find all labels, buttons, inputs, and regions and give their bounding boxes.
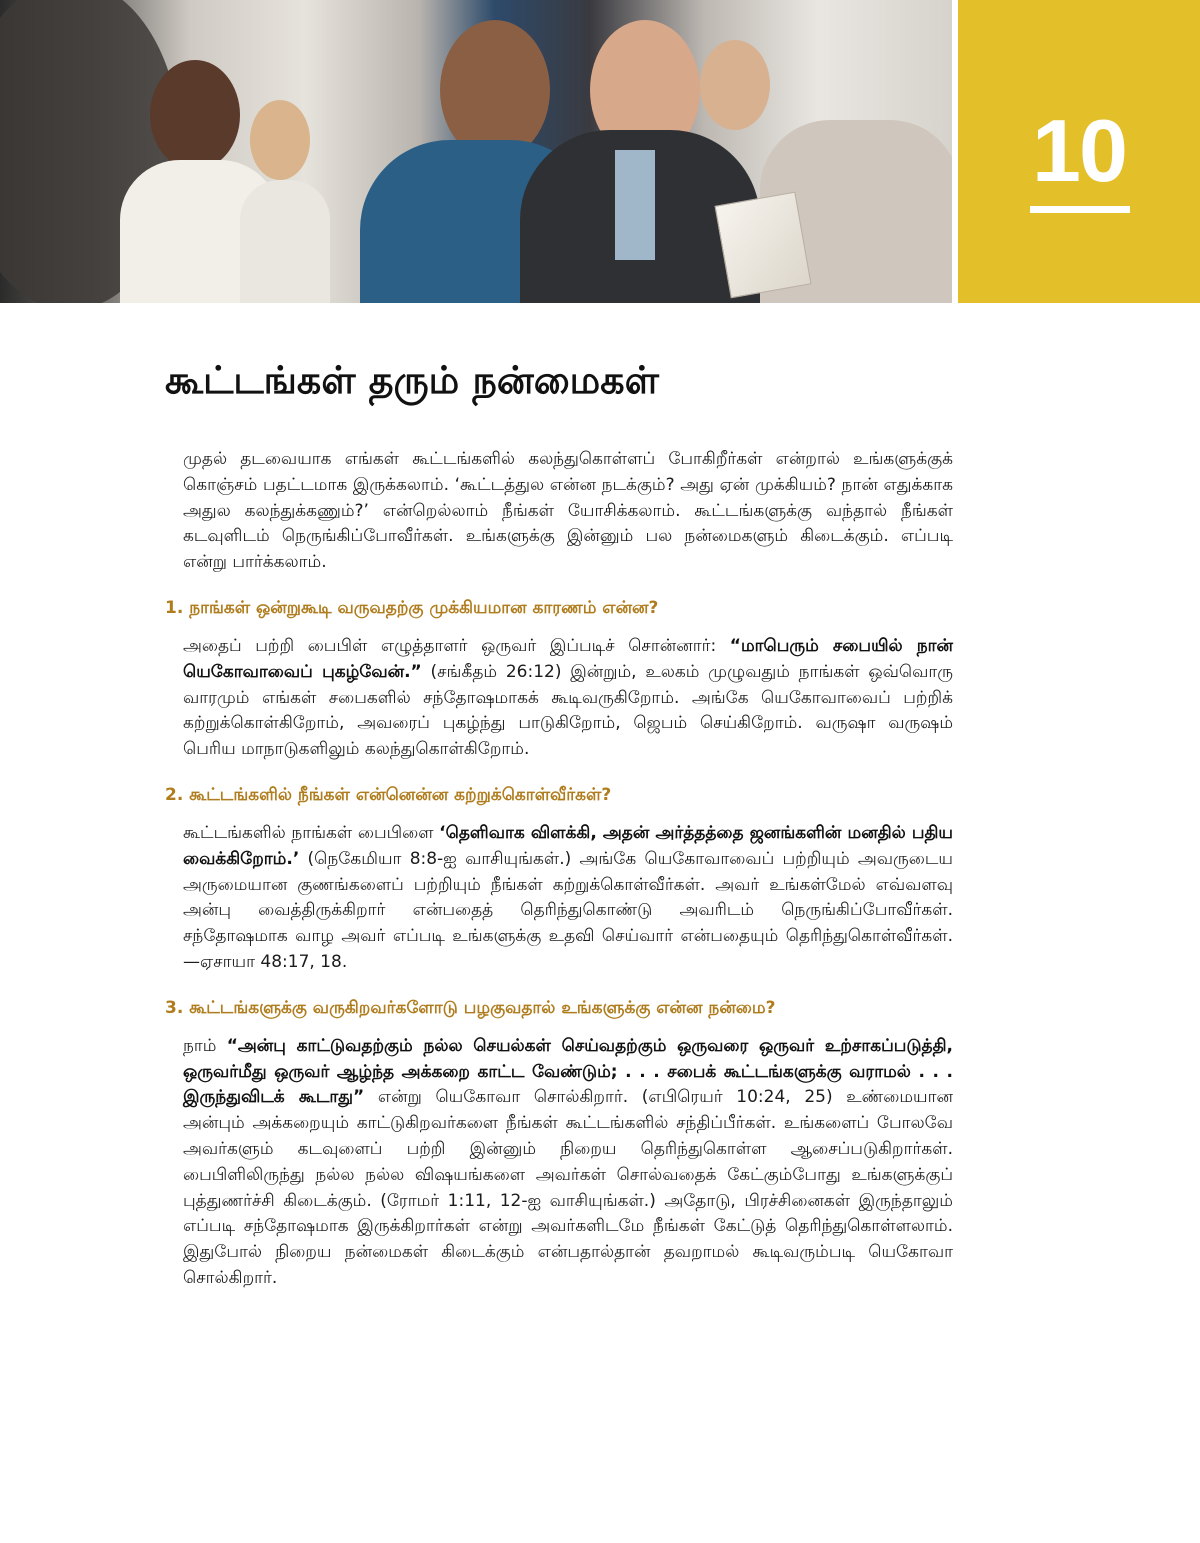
answer-2-text-rest: (நெகேமியா 8:8-ஐ வாசியுங்கள்.) அங்கே யெகோவாவைப் பற்றியும் அவருடைய அருமையான குணங்களைப் பற்றியும் நீங்கள் கற்றுக்கொள்வீர்கள். அவர் உங்கள்மேல் எவ்வளவு அன்பு வைத்திருக்கிறார் என்பதைத் தெரிந்துகொண்டு அவரிடம் நெருங்கிப்போவீர்கள். சந்தோஷமாக வாழ அவர் எப்படி உங்களுக்கு உதவி செய்வார் என்பதையும் தெரிந்துகொள்வீர்கள்.—ஏசாயா 48:17, 18. <box>183 848 953 972</box>
answer-3-quote: “அன்பு காட்டுவதற்கும் நல்ல செயல்கள் செய்வதற்கும் ஒருவரை ஒருவர் உற்சாகப்படுத்தி, ஒருவர்மீது ஒருவர் ஆழ்ந்த அக்கறை காட்ட வேண்டும்; . . . சபைக் கூட்டங்களுக்கு வராமல் . . . இருந்துவிடக் கூடாது” <box>183 1035 954 1108</box>
answer-2-text: கூட்டங்களில் நாங்கள் பைபிளை <box>183 822 440 843</box>
header-photo <box>0 0 952 303</box>
answer-3-text: நாம் <box>183 1035 227 1056</box>
answer-3-paragraph <box>183 1034 953 1292</box>
question-2-heading: 2. கூட்டங்களில் நீங்கள் என்னென்ன கற்றுக்கொள்வீர்கள்? <box>165 784 612 805</box>
intro-paragraph: முதல் தடவையாக எங்கள் கூட்டங்களில் கலந்துகொள்ளப் போகிறீர்கள் என்றால் உங்களுக்குக் கொஞ்சம் பதட்டமாக இருக்கலாம். ‘கூட்டத்துல என்ன நடக்கும்? அது ஏன் முக்கியம்? நான் எதுக்காக அதுல கலந்துக்கணும்?’ என்றெல்லாம் நீங்கள் யோசிக்கலாம். கூட்டங்களுக்கு வந்தால் நீங்கள் கடவுளிடம் நெருங்கிப்போவீர்கள். உங்களுக்கு இன்னும் பல நன்மைகளும் கிடைக்கும். எப்படி என்று பார்க்கலாம். <box>183 449 953 573</box>
lesson-number-underline <box>1030 206 1130 213</box>
main-content <box>165 447 954 1292</box>
answer-1-paragraph <box>183 634 953 763</box>
lesson-number-tab <box>958 0 1200 303</box>
lesson-number: 10 <box>1032 101 1126 200</box>
answer-3-text-rest: என்று யெகோவா சொல்கிறார். (எபிரெயர் 10:24, 25) உண்மையான அன்பும் அக்கறையும் காட்டுகிறவர்களை நீங்கள் கூட்டங்களில் சந்திப்பீர்கள். உங்களைப் போலவே அவர்களும் கடவுளைப் பற்றி இன்னும் நிறைய தெரிந்துகொள்ள ஆசைப்படுகிறார்கள். பைபிளிலிருந்து நல்ல நல்ல விஷயங்களை அவர்கள் சொல்வதைக் கேட்கும்போது உங்களுக்குப் புத்துணர்ச்சி கிடைக்கும். (ரோமர் 1:11, 12-ஐ வாசியுங்கள்.) அதோடு, பிரச்சினைகள் இருந்தாலும் எப்படி சந்தோஷமாக இருக்கிறார்கள் என்று அவர்களிடமே நீங்கள் கேட்டுத் தெரிந்துகொள்ளலாம். இதுபோல் நிறைய நன்மைகள் கிடைக்கும் என்பதால்தான் தவறாமல் கூடிவரும்படி யெகோவா சொல்கிறார். <box>183 1087 953 1288</box>
answer-2-quote: ‘தெளிவாக விளக்கி, அதன் அர்த்தத்தை ஜனங்களின் மனதில் பதிய வைக்கிறோம்.’ <box>183 822 953 869</box>
answer-1-quote: “மாபெரும் சபையில் நான் யெகோவாவைப் புகழ்வேன்.” <box>183 635 954 682</box>
answer-1-text-rest: (சங்கீதம் 26:12) இன்றும், உலகம் முழுவதும் நாங்கள் ஒவ்வொரு வாரமும் எங்கள் சபைகளில் சந்தோஷமாகக் கூடிவருகிறோம். அங்கே யெகோவாவைப் பற்றிக் கற்றுக்கொள்கிறோம், அவரைப் புகழ்ந்து பாடுகிறோம், ஜெபம் செய்கிறோம். வருஷா வருஷம் பெரிய மாநாடுகளிலும் கலந்துகொள்கிறோம். <box>183 661 953 760</box>
question-3-heading: 3. கூட்டங்களுக்கு வருகிறவர்களோடு பழகுவதால் உங்களுக்கு என்ன நன்மை? <box>165 997 776 1018</box>
bible-book <box>714 192 811 299</box>
page-title: கூட்டங்கள் தரும் நன்மைகள் <box>165 358 659 402</box>
question-1-heading: 1. நாங்கள் ஒன்றுகூடி வருவதற்கு முக்கியமான காரணம் என்ன? <box>165 597 659 618</box>
answer-1-text: அதைப் பற்றி பைபிள் எழுத்தாளர் ஒருவர் இப்படிச் சொன்னார்: <box>183 635 730 656</box>
answer-2-paragraph <box>183 821 953 976</box>
